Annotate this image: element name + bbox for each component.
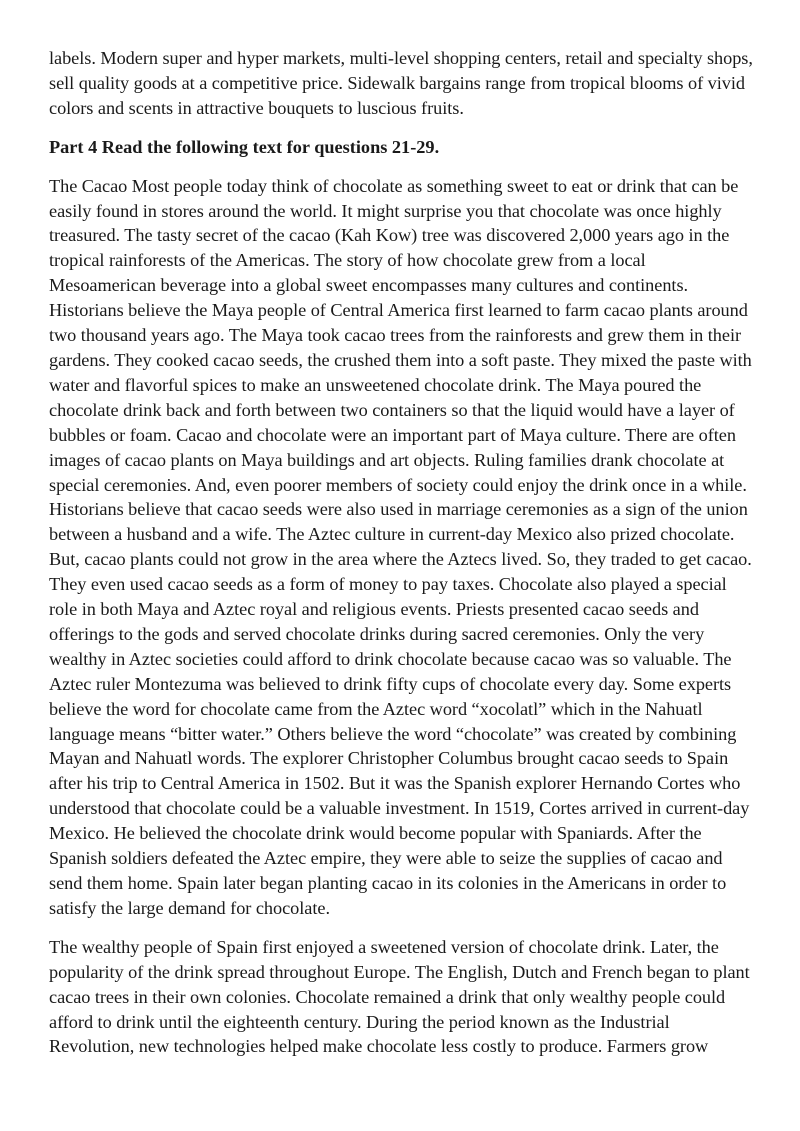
intro-paragraph: labels. Modern super and hyper markets, multi-level shopping centers, retail and specialty shops, sell quality goods at a competitive price. Sidewalk bargains range from tropical blooms of vivid colors and scents in attractive bouquets to luscious fruits. <box>49 48 753 118</box>
document-page <box>49 46 755 1073</box>
passage-paragraph-2: The wealthy people of Spain first enjoyed a sweetened version of chocolate drink. Later, the popularity of the drink spread throughout Europe. The English, Dutch and French began to plant cacao trees in their own colonies. Chocolate remained a drink that only wealthy people could afford to drink until the eighteenth century. During the period known as the Industrial Revolution, new technologies helped make chocolate less costly to produce. Farmers grow <box>49 936 750 1057</box>
section-heading: Part 4 Read the following text for questions 21-29. <box>49 136 440 157</box>
passage-paragraph-1: The Cacao Most people today think of chocolate as something sweet to eat or drink that can be easily found in stores around the world. It might surprise you that chocolate was once highly treasured. The tasty secret of the cacao (Kah Kow) tree was discovered 2,000 years ago in the tropical rainforests of the Americas. The story of how chocolate grew from a local Mesoamerican beverage into a global sweet encompasses many cultures and continents. Historians believe the Maya people of Central America first learned to farm cacao plants around two thousand years ago. The Maya took cacao trees from the rainforests and grew them in their gardens. They cooked cacao seeds, the crushed them into a soft paste. They mixed the paste with water and flavorful spices to make an unsweetened chocolate drink. The Maya poured the chocolate drink back and forth between two containers so that the liquid would have a layer of bubbles or foam. Cacao and chocolate were an important part of Maya culture. There are often images of cacao plants on Maya buildings and art objects. Ruling families drank chocolate at special ceremonies. And, even poorer members of society could enjoy the drink once in a while. Historians believe that cacao seeds were also used in marriage ceremonies as a sign of the union between a husband and a wife. The Aztec culture in current-day Mexico also prized chocolate. But, cacao plants could not grow in the area where the Aztecs lived. So, they traded to get cacao. They even used cacao seeds as a form of money to pay taxes. Chocolate also played a special role in both Maya and Aztec royal and religious events. Priests presented cacao seeds and offerings to the gods and served chocolate drinks during sacred ceremonies. Only the very wealthy in Aztec societies could afford to drink chocolate because cacao was so valuable. The Aztec ruler Montezuma was believed to drink fifty cups of chocolate every day. Some experts believe the word for chocolate came from the Aztec word “xocolatl” which in the Nahuatl language means “bitter water.” Others believe the word “chocolate” was created by combining Mayan and Nahuatl words. The explorer Christopher Columbus brought cacao seeds to Spain after his trip to Central America in 1502. But it was the Spanish explorer Hernando Cortes who understood that chocolate could be a valuable investment. In 1519, Cortes arrived in current-day Mexico. He believed the chocolate drink would become popular with Spaniards. After the Spanish soldiers defeated the Aztec empire, they were able to seize the supplies of cacao and send them home. Spain later began planting cacao in its colonies in the Americans in order to satisfy the large demand for chocolate. <box>49 175 752 918</box>
